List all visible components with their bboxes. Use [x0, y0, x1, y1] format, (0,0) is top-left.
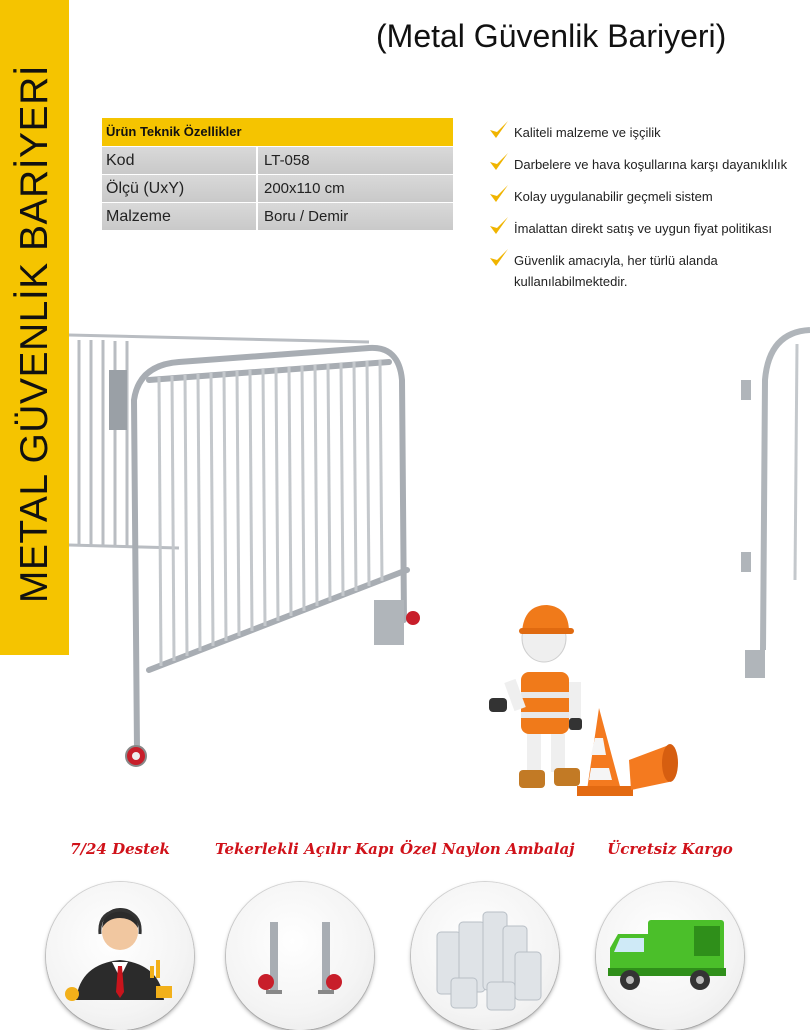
- feature-text: Kolay uygulanabilir geçmeli sistem: [514, 189, 713, 204]
- spec-label: Ölçü (UxY): [102, 175, 258, 202]
- feature-text: Güvenlik amacıyla, her türlü alanda kullanılabilmektedir.: [514, 253, 718, 289]
- page-title: (Metal Güvenlik Bariyeri): [376, 18, 727, 54]
- spec-value: LT-058: [264, 152, 310, 169]
- barrier-product-image: [69, 320, 810, 800]
- service-wheeled-gate: [215, 840, 395, 1030]
- spec-label: Kod: [102, 147, 258, 174]
- feature-text: Darbelere ve hava koşullarına karşı dayanıklılık: [514, 157, 788, 172]
- service-label: 7/24 Destek: [70, 840, 170, 858]
- service-label: Tekerlekli Açılır Kapı: [215, 840, 395, 858]
- cargo-truck-icon: [596, 882, 744, 1030]
- spec-row-material: [102, 203, 453, 230]
- checkmark-icon: [488, 247, 510, 269]
- feature-item: [488, 250, 774, 292]
- spec-value: Boru / Demir: [264, 208, 349, 225]
- service-label: Ücretsiz Kargo: [607, 840, 733, 858]
- spec-row-code: [102, 147, 453, 174]
- checkmark-icon: [488, 183, 510, 205]
- side-banner-title: METAL GÜVENLİK BARİYERİ: [13, 64, 56, 604]
- side-banner: [0, 0, 69, 655]
- feature-item: [488, 218, 810, 239]
- service-support: [35, 840, 205, 1030]
- feature-list: [488, 118, 810, 292]
- feature-item: [488, 154, 810, 175]
- spec-value: 200x110 cm: [264, 180, 345, 197]
- spec-table: [102, 118, 453, 230]
- feature-item: [488, 122, 810, 143]
- spec-label: Malzeme: [102, 203, 258, 230]
- feature-text: İmalattan direkt satış ve uygun fiyat politikası: [514, 221, 772, 236]
- service-label: Özel Naylon Ambalaj: [400, 840, 575, 858]
- nylon-roll-icon: [411, 882, 559, 1030]
- support-agent-icon: [46, 882, 194, 1030]
- spec-row-size: [102, 175, 453, 202]
- checkmark-icon: [488, 151, 510, 173]
- service-free-cargo: [585, 840, 755, 1030]
- wheeled-gate-icon: [226, 882, 374, 1030]
- feature-text: Kaliteli malzeme ve işçilik: [514, 125, 661, 140]
- spec-table-heading: Ürün Teknik Özellikler: [102, 118, 453, 146]
- checkmark-icon: [488, 215, 510, 237]
- service-nylon-packing: [400, 840, 575, 1030]
- feature-item: [488, 186, 810, 207]
- checkmark-icon: [488, 119, 510, 141]
